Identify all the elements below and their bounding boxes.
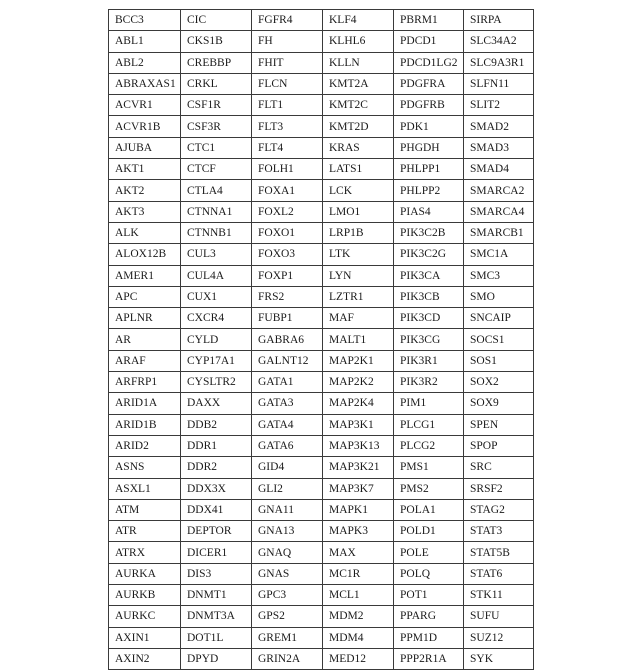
gene-cell: DAXX (181, 393, 252, 414)
gene-cell: ALOX12B (109, 244, 181, 265)
gene-cell: SMARCB1 (464, 222, 534, 243)
gene-cell: AURKC (109, 606, 181, 627)
gene-cell: SLC34A2 (464, 31, 534, 52)
gene-cell: CRKL (181, 73, 252, 94)
gene-cell: LMO1 (323, 201, 394, 222)
gene-cell: SMAD3 (464, 137, 534, 158)
gene-cell: GABRA6 (252, 329, 323, 350)
gene-cell: FH (252, 31, 323, 52)
gene-cell: PIK3CA (394, 265, 464, 286)
table-row (109, 222, 534, 243)
gene-cell: STK11 (464, 585, 534, 606)
table-row (109, 585, 534, 606)
table-row (109, 542, 534, 563)
gene-cell: SMC3 (464, 265, 534, 286)
gene-cell: SLIT2 (464, 95, 534, 116)
gene-cell: SOX2 (464, 372, 534, 393)
gene-cell: FOXL2 (252, 201, 323, 222)
gene-cell: POT1 (394, 585, 464, 606)
table-row (109, 606, 534, 627)
gene-cell: GNAQ (252, 542, 323, 563)
gene-cell: PBRM1 (394, 10, 464, 31)
gene-cell: MAP3K13 (323, 435, 394, 456)
gene-cell: POLD1 (394, 521, 464, 542)
gene-cell: GNAS (252, 563, 323, 584)
gene-cell: MAF (323, 308, 394, 329)
gene-cell: ARID2 (109, 435, 181, 456)
gene-cell: CTC1 (181, 137, 252, 158)
gene-cell: MC1R (323, 563, 394, 584)
gene-cell: MED12 (323, 648, 394, 669)
table-row (109, 31, 534, 52)
gene-cell: FOXO1 (252, 222, 323, 243)
gene-cell: MAP3K7 (323, 478, 394, 499)
table-row (109, 10, 534, 31)
gene-cell: FLCN (252, 73, 323, 94)
gene-cell: CSF1R (181, 95, 252, 116)
gene-cell: MAX (323, 542, 394, 563)
gene-cell: FLT3 (252, 116, 323, 137)
gene-cell: SMAD2 (464, 116, 534, 137)
gene-cell: PIK3C2G (394, 244, 464, 265)
gene-cell: AXIN1 (109, 627, 181, 648)
gene-cell: SRC (464, 457, 534, 478)
gene-cell: ARID1B (109, 414, 181, 435)
gene-cell: ABRAXAS1 (109, 73, 181, 94)
gene-cell: MDM2 (323, 606, 394, 627)
table-row (109, 648, 534, 669)
gene-cell: MDM4 (323, 627, 394, 648)
gene-cell: CYLD (181, 329, 252, 350)
gene-cell: PLCG1 (394, 414, 464, 435)
gene-cell: AXIN2 (109, 648, 181, 669)
gene-cell: PDCD1LG2 (394, 52, 464, 73)
gene-cell: PIK3CG (394, 329, 464, 350)
gene-cell: BCC3 (109, 10, 181, 31)
gene-cell: CYP17A1 (181, 350, 252, 371)
gene-cell: CXCR4 (181, 308, 252, 329)
gene-cell: SUFU (464, 606, 534, 627)
table-row (109, 116, 534, 137)
gene-cell: GALNT12 (252, 350, 323, 371)
gene-cell: GLI2 (252, 478, 323, 499)
gene-cell: KRAS (323, 137, 394, 158)
gene-cell: SNCAIP (464, 308, 534, 329)
gene-cell: AKT1 (109, 159, 181, 180)
table-row (109, 627, 534, 648)
gene-cell: PMS1 (394, 457, 464, 478)
gene-cell: SYK (464, 648, 534, 669)
gene-cell: PPP2R1A (394, 648, 464, 669)
gene-cell: KLF4 (323, 10, 394, 31)
gene-cell: ARAF (109, 350, 181, 371)
gene-cell: LYN (323, 265, 394, 286)
gene-cell: SMC1A (464, 244, 534, 265)
gene-cell: GATA3 (252, 393, 323, 414)
gene-table-body (109, 10, 534, 670)
gene-cell: CTNNA1 (181, 201, 252, 222)
gene-cell: GATA4 (252, 414, 323, 435)
gene-cell: KLLN (323, 52, 394, 73)
table-row (109, 414, 534, 435)
table-row (109, 137, 534, 158)
gene-cell: GREM1 (252, 627, 323, 648)
gene-cell: CIC (181, 10, 252, 31)
gene-cell: DIS3 (181, 563, 252, 584)
gene-cell: POLE (394, 542, 464, 563)
table-row (109, 435, 534, 456)
gene-cell: APLNR (109, 308, 181, 329)
gene-cell: CREBBP (181, 52, 252, 73)
gene-cell: FRS2 (252, 286, 323, 307)
gene-cell: ASXL1 (109, 478, 181, 499)
gene-cell: KLHL6 (323, 31, 394, 52)
table-row (109, 521, 534, 542)
table-row (109, 308, 534, 329)
gene-cell: DEPTOR (181, 521, 252, 542)
gene-cell: MAP2K2 (323, 372, 394, 393)
gene-cell: STAG2 (464, 499, 534, 520)
gene-cell: SMO (464, 286, 534, 307)
gene-cell: ACVR1 (109, 95, 181, 116)
table-row (109, 180, 534, 201)
table-row (109, 350, 534, 371)
gene-cell: PIM1 (394, 393, 464, 414)
gene-cell: FLT1 (252, 95, 323, 116)
table-row (109, 286, 534, 307)
gene-cell: SPEN (464, 414, 534, 435)
gene-cell: ARID1A (109, 393, 181, 414)
gene-cell: STAT3 (464, 521, 534, 542)
gene-cell: STAT5B (464, 542, 534, 563)
table-row (109, 457, 534, 478)
gene-cell: LZTR1 (323, 286, 394, 307)
table-row (109, 499, 534, 520)
gene-cell: GNA11 (252, 499, 323, 520)
gene-cell: FOXO3 (252, 244, 323, 265)
gene-cell: SRSF2 (464, 478, 534, 499)
gene-cell: LRP1B (323, 222, 394, 243)
gene-cell: SMARCA2 (464, 180, 534, 201)
gene-cell: MAP2K4 (323, 393, 394, 414)
gene-cell: MCL1 (323, 585, 394, 606)
gene-cell: FUBP1 (252, 308, 323, 329)
gene-cell: SOX9 (464, 393, 534, 414)
gene-cell: GATA1 (252, 372, 323, 393)
gene-cell: ABL2 (109, 52, 181, 73)
gene-cell: AKT3 (109, 201, 181, 222)
gene-cell: AURKB (109, 585, 181, 606)
gene-cell: MAP3K21 (323, 457, 394, 478)
gene-cell: PPARG (394, 606, 464, 627)
gene-cell: CTNNB1 (181, 222, 252, 243)
table-row (109, 159, 534, 180)
gene-cell: CSF3R (181, 116, 252, 137)
gene-cell: ATM (109, 499, 181, 520)
gene-cell: POLQ (394, 563, 464, 584)
gene-cell: DDB2 (181, 414, 252, 435)
gene-cell: PDGFRB (394, 95, 464, 116)
gene-cell: FOXA1 (252, 180, 323, 201)
gene-cell: SMAD4 (464, 159, 534, 180)
gene-cell: AJUBA (109, 137, 181, 158)
gene-cell: SIRPA (464, 10, 534, 31)
gene-cell: LCK (323, 180, 394, 201)
gene-cell: AMER1 (109, 265, 181, 286)
gene-cell: ATRX (109, 542, 181, 563)
gene-cell: CYSLTR2 (181, 372, 252, 393)
gene-cell: DICER1 (181, 542, 252, 563)
gene-cell: PIK3CB (394, 286, 464, 307)
gene-cell: AR (109, 329, 181, 350)
table-row (109, 329, 534, 350)
gene-cell: LTK (323, 244, 394, 265)
gene-cell: DDR2 (181, 457, 252, 478)
gene-cell: ARFRP1 (109, 372, 181, 393)
gene-cell: ACVR1B (109, 116, 181, 137)
gene-cell: CUL3 (181, 244, 252, 265)
gene-cell: ALK (109, 222, 181, 243)
gene-cell: GATA6 (252, 435, 323, 456)
gene-cell: PIK3C2B (394, 222, 464, 243)
table-row (109, 95, 534, 116)
gene-cell: PIAS4 (394, 201, 464, 222)
gene-cell: MAPK1 (323, 499, 394, 520)
table-row (109, 201, 534, 222)
gene-cell: SUZ12 (464, 627, 534, 648)
gene-cell: DPYD (181, 648, 252, 669)
gene-cell: ABL1 (109, 31, 181, 52)
gene-cell: GNA13 (252, 521, 323, 542)
gene-cell: CTLA4 (181, 180, 252, 201)
gene-cell: CKS1B (181, 31, 252, 52)
gene-cell: SOS1 (464, 350, 534, 371)
gene-cell: DDX41 (181, 499, 252, 520)
gene-cell: ATR (109, 521, 181, 542)
gene-cell: PHLPP1 (394, 159, 464, 180)
gene-cell: MAP2K1 (323, 350, 394, 371)
gene-cell: FHIT (252, 52, 323, 73)
gene-cell: PHGDH (394, 137, 464, 158)
gene-cell: PDCD1 (394, 31, 464, 52)
gene-cell: KMT2C (323, 95, 394, 116)
gene-cell: PMS2 (394, 478, 464, 499)
gene-cell: AKT2 (109, 180, 181, 201)
table-row (109, 393, 534, 414)
gene-cell: FOLH1 (252, 159, 323, 180)
gene-cell: AURKA (109, 563, 181, 584)
gene-cell: MAPK3 (323, 521, 394, 542)
gene-cell: KMT2D (323, 116, 394, 137)
gene-cell: DNMT3A (181, 606, 252, 627)
gene-cell: SMARCA4 (464, 201, 534, 222)
gene-cell: SPOP (464, 435, 534, 456)
gene-cell: GID4 (252, 457, 323, 478)
gene-cell: ASNS (109, 457, 181, 478)
table-row (109, 73, 534, 94)
gene-cell: PHLPP2 (394, 180, 464, 201)
table-row (109, 478, 534, 499)
table-row (109, 563, 534, 584)
gene-cell: DDX3X (181, 478, 252, 499)
gene-cell: CUL4A (181, 265, 252, 286)
gene-cell: FOXP1 (252, 265, 323, 286)
gene-cell: GPS2 (252, 606, 323, 627)
gene-table (108, 9, 534, 670)
gene-cell: SLC9A3R1 (464, 52, 534, 73)
gene-cell: STAT6 (464, 563, 534, 584)
table-row (109, 372, 534, 393)
gene-cell: FLT4 (252, 137, 323, 158)
gene-cell: LATS1 (323, 159, 394, 180)
gene-cell: KMT2A (323, 73, 394, 94)
gene-cell: POLA1 (394, 499, 464, 520)
gene-cell: SLFN11 (464, 73, 534, 94)
table-row (109, 52, 534, 73)
table-row (109, 265, 534, 286)
gene-cell: SOCS1 (464, 329, 534, 350)
gene-cell: PPM1D (394, 627, 464, 648)
gene-cell: FGFR4 (252, 10, 323, 31)
gene-cell: GRIN2A (252, 648, 323, 669)
gene-cell: PIK3CD (394, 308, 464, 329)
gene-cell: APC (109, 286, 181, 307)
table-row (109, 244, 534, 265)
gene-cell: MAP3K1 (323, 414, 394, 435)
gene-cell: PDK1 (394, 116, 464, 137)
gene-cell: CUX1 (181, 286, 252, 307)
gene-cell: PIK3R2 (394, 372, 464, 393)
gene-cell: PIK3R1 (394, 350, 464, 371)
gene-cell: MALT1 (323, 329, 394, 350)
gene-cell: PLCG2 (394, 435, 464, 456)
gene-cell: DOT1L (181, 627, 252, 648)
gene-cell: DNMT1 (181, 585, 252, 606)
gene-cell: CTCF (181, 159, 252, 180)
gene-cell: GPC3 (252, 585, 323, 606)
gene-cell: PDGFRA (394, 73, 464, 94)
gene-cell: DDR1 (181, 435, 252, 456)
